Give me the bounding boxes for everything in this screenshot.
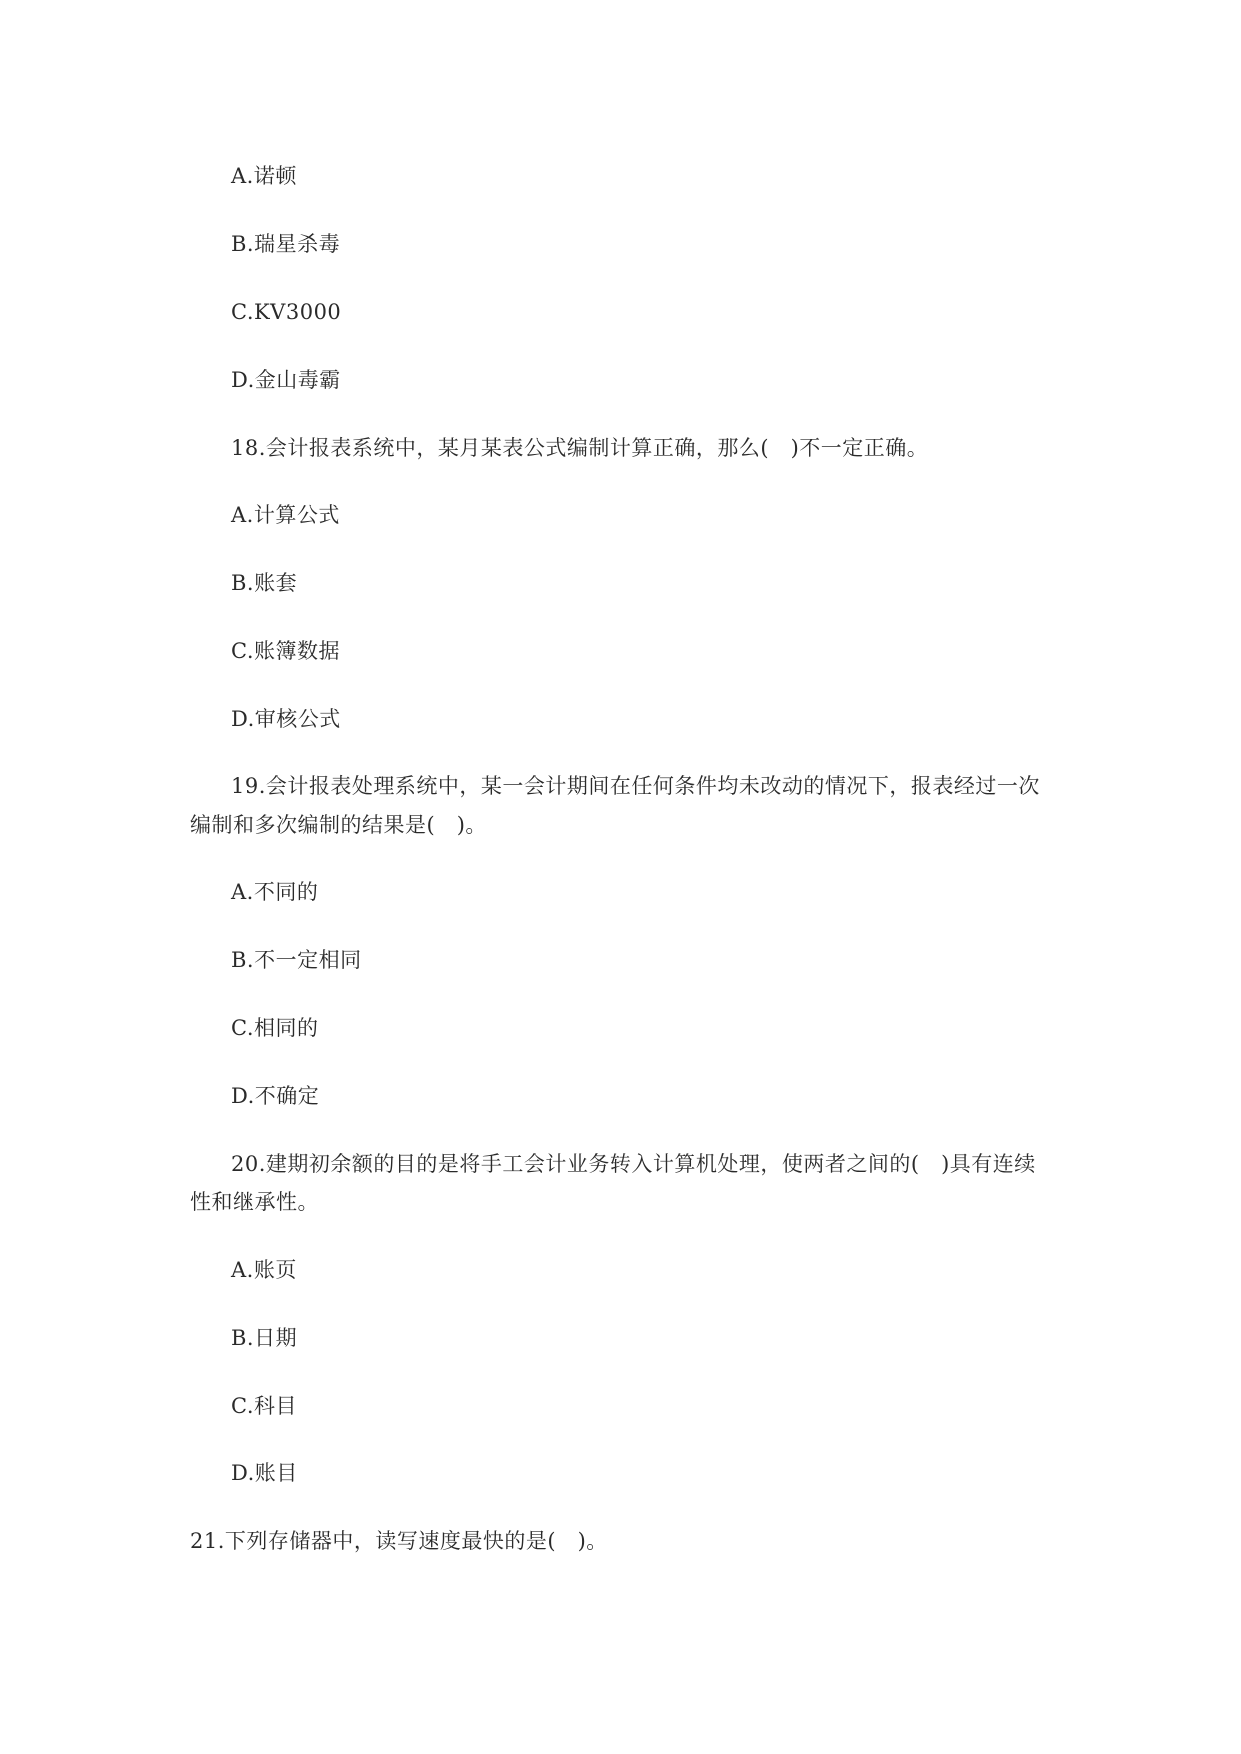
q21-stem: 21.下列存储器中，读写速度最快的是( )。: [190, 1529, 608, 1553]
q17-option-a: A.诺顿: [231, 164, 297, 188]
q20-stem-line1: 20.建期初余额的目的是将手工会计业务转入计算机处理，使两者之间的( )具有连续: [231, 1152, 1036, 1176]
q17-option-b: B.瑞星杀毒: [231, 232, 341, 256]
q19-stem-line1: 19.会计报表处理系统中，某一会计期间在任何条件均未改动的情况下，报表经过一次: [231, 774, 1040, 798]
q18-option-b: B.账套: [231, 571, 298, 595]
q19-option-a: A.不同的: [231, 880, 319, 904]
q19-option-d: D.不确定: [231, 1084, 320, 1108]
q19-option-b: B.不一定相同: [231, 948, 362, 972]
q20-option-c: C.科目: [231, 1394, 297, 1418]
q17-option-d: D.金山毒霸: [231, 368, 341, 392]
q18-option-a: A.计算公式: [231, 503, 340, 527]
q18-option-c: C.账簿数据: [231, 639, 340, 663]
q17-option-c: C.KV3000: [231, 300, 342, 324]
q20-option-d: D.账目: [231, 1461, 298, 1485]
q19-stem-line2: 编制和多次编制的结果是( )。: [190, 813, 487, 837]
q20-option-b: B.日期: [231, 1326, 298, 1350]
q18-option-d: D.审核公式: [231, 707, 341, 731]
q18-stem: 18.会计报表系统中，某月某表公式编制计算正确，那么( )不一定正确。: [231, 436, 929, 460]
q20-stem-line2: 性和继承性。: [190, 1190, 319, 1214]
q19-option-c: C.相同的: [231, 1016, 319, 1040]
q20-option-a: A.账页: [231, 1258, 297, 1282]
